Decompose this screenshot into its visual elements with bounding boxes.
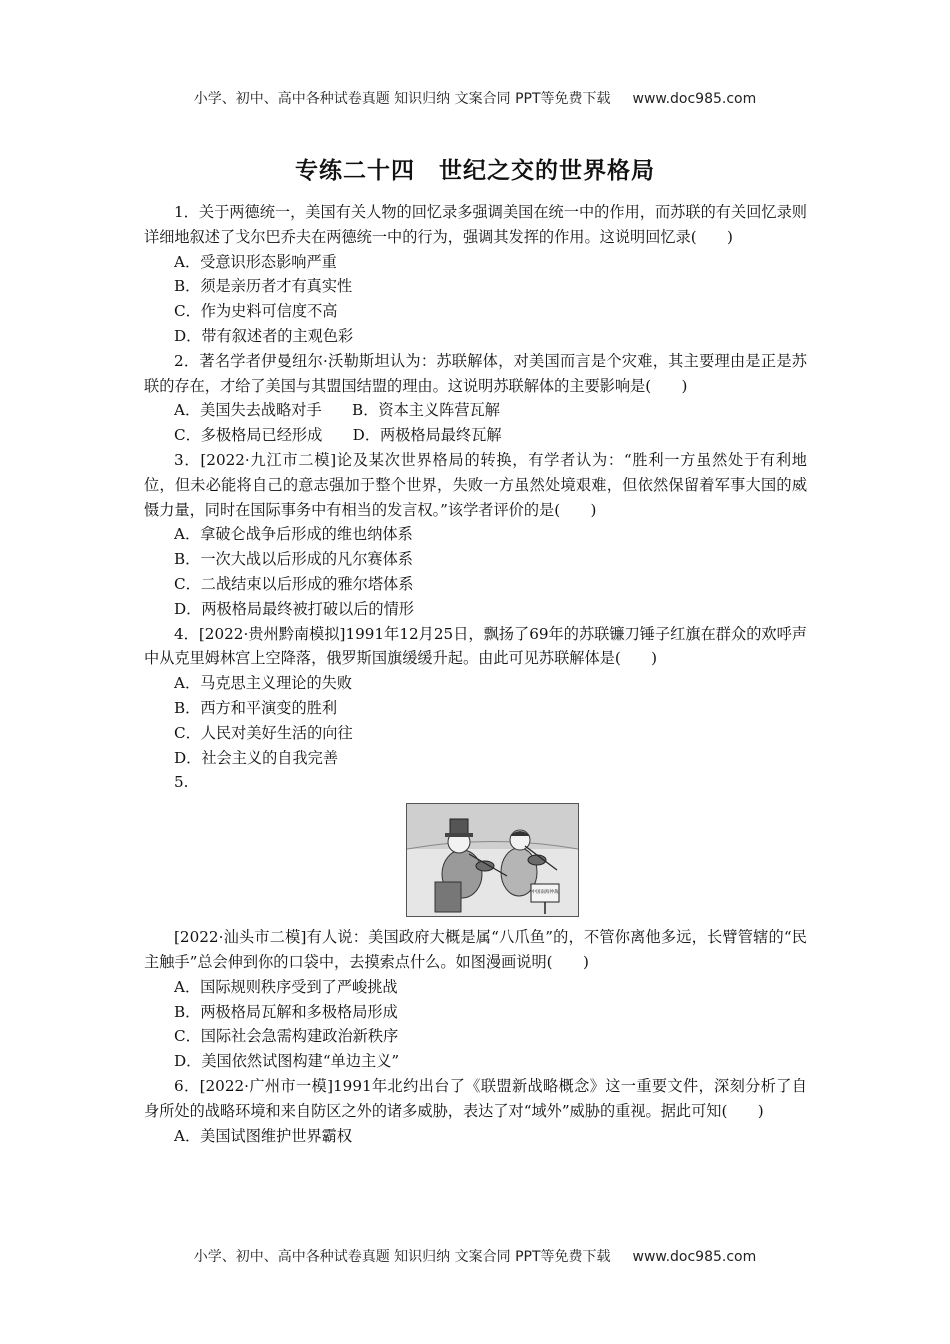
question-4-option-b[interactable]: B．西方和平演变的胜利 <box>174 698 338 717</box>
question-5-stem: [2022·汕头市二模]有人说：美国政府大概是属“八爪鱼”的，不管你离他多远，长臂管辖的“民主触手”总会伸到你的口袋中，去摸索点什么。如图漫画说明( ) <box>144 928 807 971</box>
page-footer <box>0 1246 950 1266</box>
question-5-option-b[interactable]: B．两极格局瓦解和多极格局形成 <box>174 1002 398 1021</box>
question-1-stem: 1．关于两德统一，美国有关人物的回忆录多强调美国在统一中的作用，而苏联的有关回忆录则详细地叙述了戈尔巴乔夫在两德统一中的行为，强调其发挥的作用。这说明回忆录( ) <box>144 203 807 246</box>
question-4-option-d[interactable]: D．社会主义的自我完善 <box>174 748 339 767</box>
question-4-stem: 4．[2022·贵州黔南模拟]1991年12月25日，飘扬了69年的苏联镰刀锤子红旗在群众的欢呼声中从克里姆林宫上空降落，俄罗斯国旗缓缓升起。由此可见苏联解体是( ) <box>144 624 807 668</box>
question-1-option-d[interactable]: D．带有叙述者的主观色彩 <box>174 326 354 345</box>
header-site-link[interactable]: www.doc985.com <box>632 91 757 107</box>
question-6-option-a[interactable]: A．美国试图维护世界霸权 <box>174 1126 353 1145</box>
question-5-option-d[interactable]: D．美国依然试图构建“单边主义” <box>174 1052 400 1071</box>
question-5-option-a[interactable]: A．国际规则秩序受到了严峻挑战 <box>174 977 398 996</box>
cartoon-illustration <box>407 804 578 916</box>
question-2-options-row-1[interactable]: A．美国失去战略对手 B．资本主义阵营瓦解 <box>174 401 500 420</box>
page-title: 专练二十四 世纪之交的世界格局 <box>295 157 655 184</box>
question-1-option-b[interactable]: B．须是亲历者才有真实性 <box>174 277 353 296</box>
question-6-stem: 6．[2022·广州市一模]1991年北约出台了《联盟新战略概念》这一重要文件，深刻分析了自身所处的战略环境和来自防区之外的诸多威胁，表达了对“域外”威胁的重视。据此可知( ) <box>144 1076 807 1120</box>
header-text: 小学、初中、高中各种试卷真题 知识归纳 文案合同 PPT等免费下载 <box>193 91 611 107</box>
question-5-option-c[interactable]: C．国际社会急需构建政治新秩序 <box>174 1027 399 1046</box>
question-3-option-b[interactable]: B．一次大战以后形成的凡尔赛体系 <box>174 550 413 569</box>
question-4-option-a[interactable]: A．马克思主义理论的失败 <box>174 674 353 693</box>
question-5-number: 5. <box>174 773 189 792</box>
question-2-options-row-2[interactable]: C．多极格局已经形成 D．两极格局最终瓦解 <box>174 426 502 445</box>
cartoon-sign-text: 中国南海仲裁 <box>531 890 559 896</box>
footer-text: 小学、初中、高中各种试卷真题 知识归纳 文案合同 PPT等免费下载 <box>193 1249 611 1265</box>
question-3-option-d[interactable]: D．两极格局最终被打破以后的情形 <box>174 599 414 618</box>
question-3-option-a[interactable]: A．拿破仑战争后形成的维也纳体系 <box>174 525 413 544</box>
cartoon-figure <box>406 803 579 917</box>
question-1-option-a[interactable]: A．受意识形态影响严重 <box>174 252 337 271</box>
question-3-option-c[interactable]: C．二战结束以后形成的雅尔塔体系 <box>174 574 414 593</box>
question-1-option-c[interactable]: C．作为史料可信度不高 <box>174 302 338 321</box>
question-2-stem: 2．著名学者伊曼纽尔·沃勒斯坦认为：苏联解体，对美国而言是个灾难，其主要理由是正是苏联的存在，才给了美国与其盟国结盟的理由。这说明苏联解体的主要影响是( ) <box>144 351 807 395</box>
footer-site-link[interactable]: www.doc985.com <box>632 1249 757 1265</box>
page-header <box>0 88 950 108</box>
question-3-stem: 3．[2022·九江市二模]论及某次世界格局的转换，有学者认为：“胜利一方虽然处于有利地位，但未必能将自己的意志强加于整个世界，失败一方虽然处境艰难，但依然保留着军事大国的威慑力量，同时在国际事务中有相当的发言权。”该学者评价的是( ) <box>144 450 807 519</box>
question-list <box>144 200 807 1148</box>
question-4-option-c[interactable]: C．人民对美好生活的向往 <box>174 723 353 742</box>
